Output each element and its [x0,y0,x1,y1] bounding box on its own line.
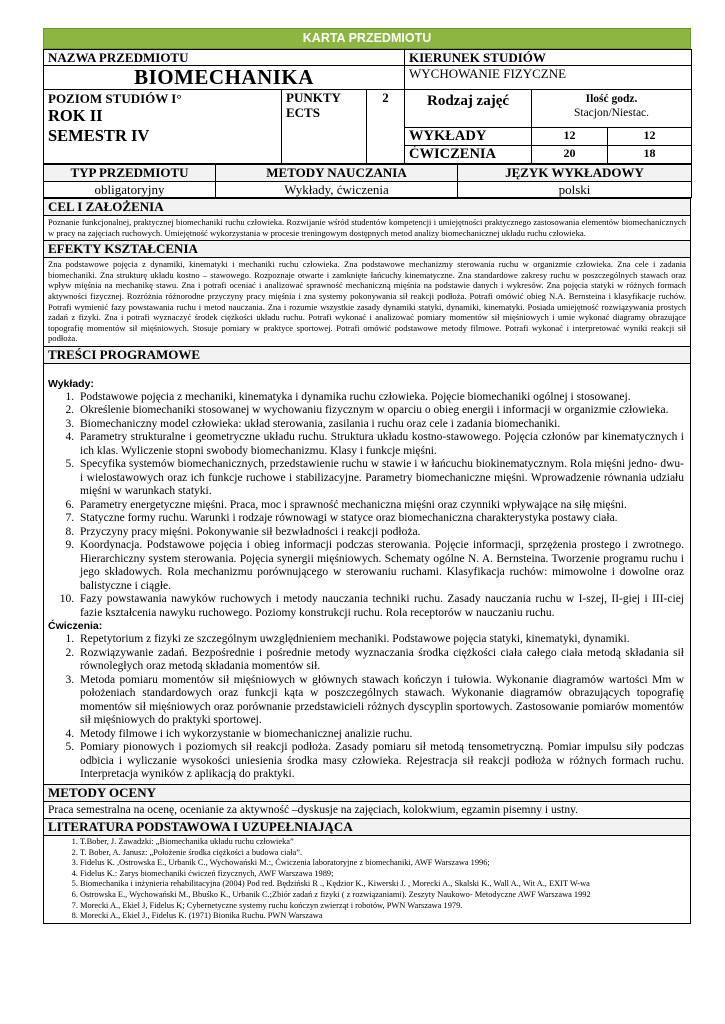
goals-text: Poznanie funkcjonalnej, praktycznej biomechaniki ruchu człowieka. Rozwijanie wśród studentów kompetencji i umiejętności praktycznego zastosowania elementów biomechanicznych w pracy na zajęciach ruchowych. Umiejętność wykorzystania w procesie treningowym dostępnych metod analizy biomechanicznej układu ruchu człowieka. [44,216,691,241]
course-sections-table [43,198,691,924]
lectures-label: WYKŁADY [405,128,532,146]
literature-item: 1. T.Bober, J. Zawadzki: „Biomechanika układu ruchu człowieka” [80,837,686,848]
lecture-item: 2. Określenie biomechaniki stosowanej w wychowaniu fizycznym w oparciu o obieg energii i informacji w organizmie człowieka. [77,404,684,418]
card-title-banner: KARTA PRZEDMIOTU [43,28,691,49]
literature-item: 8. Morecki A., Ekiel J., Fidelus K. (1971) Bionika Ruchu. PWN Warszawa [80,911,686,922]
lecture-item: 10. Fazy powstawania nawyków ruchowych i metody nauczania techniki ruchu. Zasady nauczania ruchu w I-szej, II-giej i III-ciej fazie kształcenia nawyku ruchowego. Poziomy konstrukcji ruchu. Rola receptorów w nauczaniu ruchu. [77,593,684,620]
study-level: POZIOM STUDIÓW I° [48,91,182,106]
ects-label-2: ECTS [286,105,320,120]
literature-item: 5. Biomechanika i inżynieria rehabilitacyjna (2004) Pod red. Będziński R ., Kędzior K., Kiwerski J. , Morecki A., Skalski K., Wall A., Wit A., EXIT W-wa [80,879,686,890]
hours-header [532,90,692,128]
course-name: BIOMECHANIKA [44,66,405,90]
type-label: TYP PRZEDMIOTU [44,165,216,182]
literature-content [44,835,691,923]
lectures-hours-stac: 12 [532,128,608,146]
methods-label: METODY NAUCZANIA [216,165,458,182]
exercises-list [48,633,684,782]
course-name-label: NAZWA PRZEDMIOTU [44,50,405,66]
exercise-item: 4. Metody filmowe i ich wykorzystanie w biomechanicznej analizie ruchu. [77,728,684,742]
exercise-item: 5. Pomiary pionowych i poziomych sił reakcji podłoża. Zasady pomiaru sił metodą tensometryczną. Pomiar impulsu siły podczas odbicia i wyliczanie wysokości uniesienia środka masy człowieka. Rejestracja sił reakcji podłoża w różnych formach ruchu. Interpretacja wyników z aplikacją do praktyki. [77,741,684,782]
lecture-item: 8. Przyczyny pracy mięśni. Pokonywanie sił bezwładności i reakcji podłoża. [77,526,684,540]
assessment-text: Praca semestralna na ocenę, ocenianie za aktywność –dyskusje na zajęciach, kolokwium, egzamin pisemny i ustny. [44,801,691,818]
lecture-item: 4. Parametry strukturalne i geometryczne układu ruchu. Struktura układu kostno-stawowego. Pojęcia członów par kinematycznych i ich klas. Wyliczenie stopni swobody biomechanizmu. Klasy i funkcje mięśni. [77,431,684,458]
lectures-list [48,391,684,621]
mode-label: Stacjon/Niestac. [573,107,650,119]
lectures-heading: Wykłady: [48,377,94,390]
lecture-item: 1. Podstawowe pojęcia z mechaniki, kinematyka i dynamika ruchu człowieka. Pojęcie biomechaniki ogólnej i stosowanej. [77,391,684,405]
ects-value: 2 [367,90,405,164]
exercises-hours-niestac: 18 [608,146,692,164]
outcomes-text: Zna podstawowe pojęcia z dynamiki, kinematyki i mechaniki ruchu człowieka. Zna podstawowe mechanizmy sterowania ruchu w organizmie człowieka. Zna cele i zadania biomechaniki. Zna strukturę układu kostno – stawowego. Rozpoznaje otwarte i zamknięte łańcuchy kinematyczne. Zna standardowe zakresy ruchu w poszczególnych stawach oraz wpływ mięśnia na mechanikę stawu. Zna i potrafi oceniać i analizować sprawność mechaniczną mięśnia na podstawie danych i wykresów. Zna pojęcia statyki w różnych formach aktywności fizycznej. Rozróżnia różnorodne przyczyny pracy mięśnia i zna systemy pokonywania sił reakcji podłoża. Potrafi omówić obieg N.A. Bernsteina i klasyfikacje ruchów. Potrafi wymienić fazy powstawania ruchu i metod nauczania. Zna i rozumie wszystkie zasady dynamiki statyki, dynamiki, kinematyki. Posiada umiejętność rozwiązywania prostych zadań z fizyki. Zna i potrafi wyznaczyć środek ciężkości układu ruchu. Potrafi wykonać i analizować pomiary momentów sił mięśniowych i umie wykonać diagramy obrazujące topografię momentów sił mięśniowych. Stosuje pomiary w praktyce sportowej. Potrafi omówić podstawowe metody filmowe. Potrafi wykonać i interpretować wyniki reakcji sił podłoża. [44,258,691,347]
language-label: JĘZYK WYKŁADOWY [458,165,692,182]
goals-title: CEL I ZAŁOŻENIA [44,199,691,216]
study-year: ROK II [48,106,103,125]
literature-item: 7. Morecki A., Ekiel J, Fidelus K; Cybernetyczne systemy ruchu kończyn zwierząt i robotów, PWN Warszawa 1979. [80,901,686,912]
exercises-heading: Ćwiczenia: [48,620,103,633]
literature-list [48,837,686,922]
literature-item: 3. Fidelus K. ,Ostrowska E., Urbanik C., Wychowański M.:, Ćwiczenia laboratoryjne z biomechaniki, AWF Warszawa 1996; [80,858,686,869]
study-semester: SEMESTR IV [48,126,150,145]
exercise-item: 1. Repetytorium z fizyki ze szczególnym uwzględnieniem mechaniki. Podstawowe pojęcia statyki, kinematyki, dynamiki. [77,633,684,647]
exercise-item: 3. Metoda pomiaru momentów sił mięśniowych w głównych stawach kończyn i tułowia. Wykonanie diagramów wartości Mm w położeniach standardowych oraz funkcji kąta w poszczególnych stawach. Wykonanie diagramów obrazujących topografię momentów sił mięśniowych oraz porównanie przedstawicieli różnych dyscyplin sportowych. Zastosowanie pomiarów momentów sił mięśniowych do praktyki sportowej. [77,674,684,728]
ects-label-1: PUNKTY [286,90,341,105]
program-content [44,363,691,784]
course-card [43,28,691,924]
program-title: TREŚCI PROGRAMOWE [44,346,691,363]
course-info-table [43,49,692,164]
class-type-label: Rodzaj zajęć [405,90,532,128]
ects-label-cell [282,90,367,164]
lecture-item: 3. Biomechaniczny model człowieka: układ sterowania, zasilania i ruchu oraz cele i zadania biomechaniki. [77,418,684,432]
exercises-label: ĆWICZENIA [405,146,532,164]
lectures-hours-niestac: 12 [608,128,692,146]
course-type: obligatoryjny [44,182,216,198]
direction-value: WYCHOWANIE FIZYCZNE [405,66,692,90]
assessment-title: METODY OCENY [44,784,691,801]
outcomes-title: EFEKTY KSZTAŁCENIA [44,241,691,258]
literature-item: 4. Fidelus K.: Zarys biomechaniki ćwiczeń fizycznych, AWF Warszawa 1989; [80,869,686,880]
literature-item: 2. T. Bober, A. Janusz: „Położenie środka ciężkości a budowa ciała”. [80,848,686,859]
lecture-item: 9. Koordynacja. Podstawowe pojęcia i obieg informacji podczas sterowania. Pojęcie informacji, sprzężenia prostego i zwrotnego. Hierarchiczny system sterowania. Pojęcia synergii mięśniowych. Schematy ogólne N. A. Bernsteina. Tworzenie programu ruchu i jego składowych. Rola mechanizmu porównującego w sterowaniu ruchami. Klasyfikacja ruchów: mimowolne i dowolne oraz balistyczne i ciągłe. [77,539,684,593]
teaching-language: polski [458,182,692,198]
literature-item: 6. Ostrowska E., Wychowański M., Bbuśko K., Urbanik C.;Zbiór zadań z fizyki ( z rozwiązaniami). Zeszyty Naukowo- Metodyczne AWF Warszawa 1992 [80,890,686,901]
teaching-methods: Wykłady, ćwiczenia [216,182,458,198]
lecture-item: 7. Statyczne formy ruchu. Warunki i rodzaje równowagi w statyce oraz biomechaniczna charakterystyka postawy ciała. [77,512,684,526]
direction-label: KIERUNEK STUDIÓW [405,50,692,66]
course-meta-table [43,164,692,198]
exercises-hours-stac: 20 [532,146,608,164]
hours-label: Ilość godz. [585,93,638,105]
literature-title: LITERATURA PODSTAWOWA I UZUPEŁNIAJĄCA [44,818,691,835]
lecture-item: 5. Specyfika systemów biomechanicznych, przedstawienie ruchu w stawie i w łańcuchu biokinematycznym. Rola mięśni jedno- dwu- i wielostawowych oraz ich funkcje ruchowe i stabilizacyjne. Parametry biomechaniczne mięśni. Wprowadzenie równania udziału mięśni w warunkach statyki. [77,458,684,499]
lecture-item: 6. Parametry energetyczne mięśni. Praca, moc i sprawność mechaniczna mięśni oraz czynniki wpływające na siłę mięśni. [77,499,684,513]
study-level-cell [44,90,282,164]
exercise-item: 2. Rozwiązywanie zadań. Bezpośrednie i pośrednie metody wyznaczania środka ciężkości ciała całego ciała metodą składania sił równoległych oraz metodą składania momentów sił. [77,647,684,674]
